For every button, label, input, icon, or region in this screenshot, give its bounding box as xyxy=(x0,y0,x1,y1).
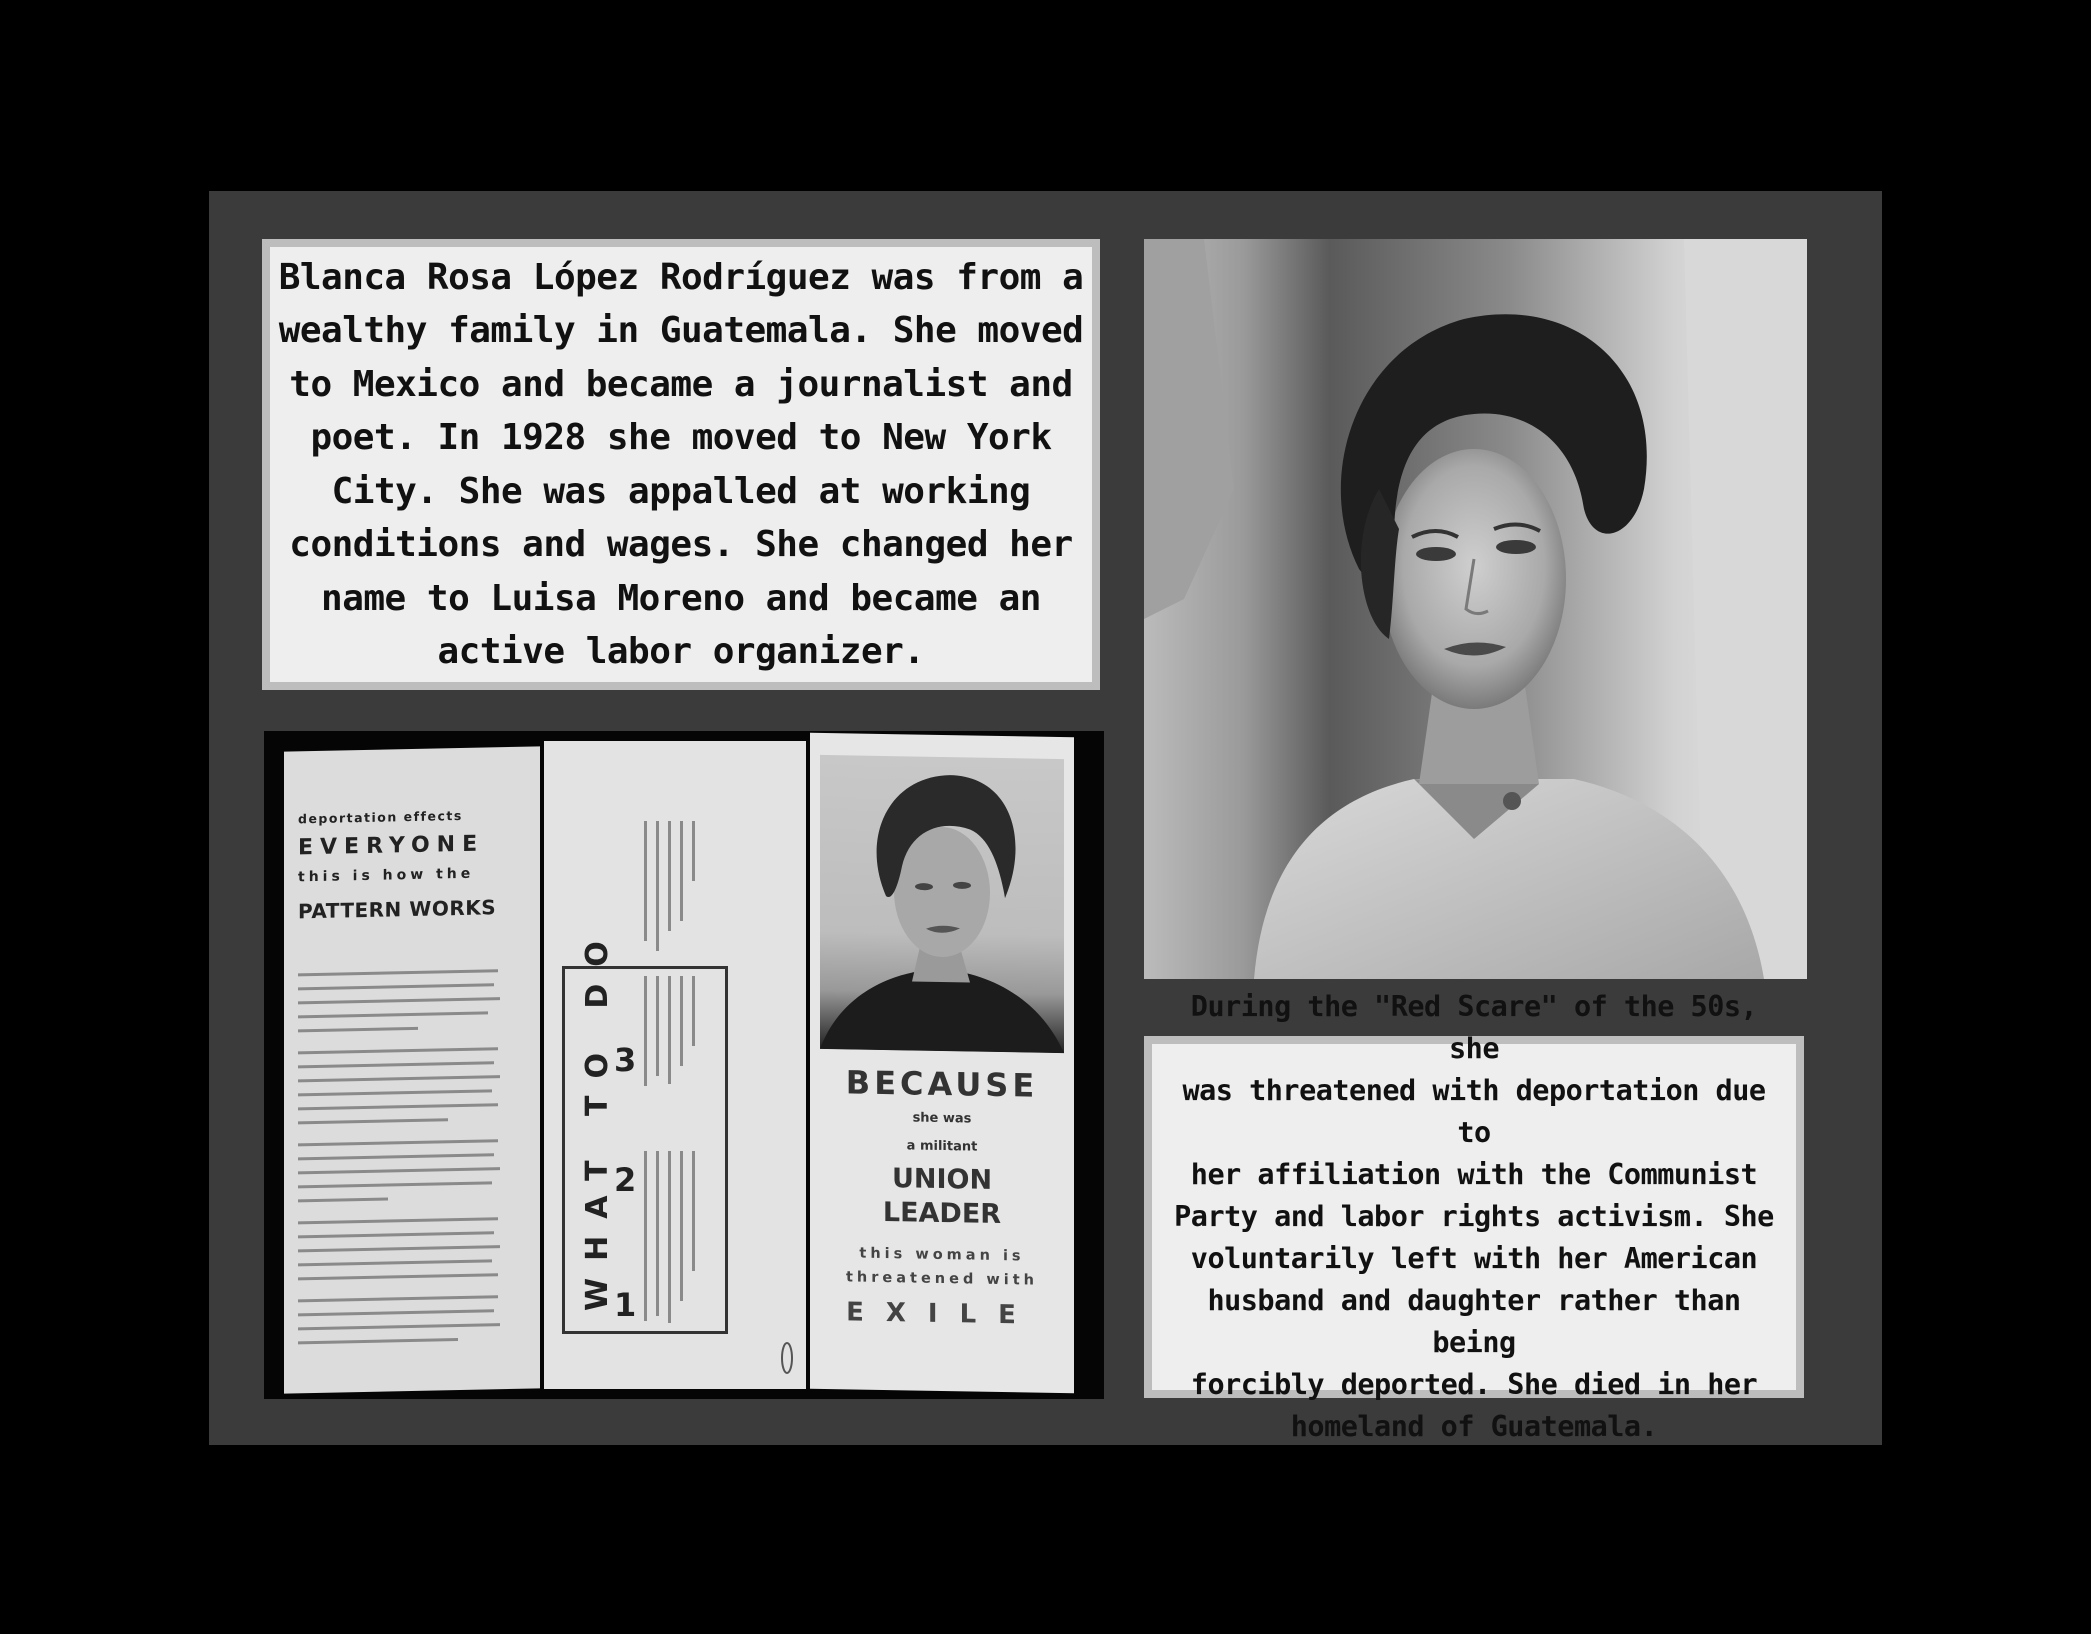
red-scare-text-panel xyxy=(1144,990,1804,1443)
pamphlet-body-line xyxy=(298,1103,498,1110)
pamphlet-body-line xyxy=(298,1167,500,1174)
pamphlet-step-text xyxy=(644,976,647,1086)
pamphlet-body-line xyxy=(298,1295,498,1302)
pamphlet-body-line xyxy=(298,1181,492,1188)
pamphlet-body-line xyxy=(298,1047,498,1054)
pamphlet-body-line xyxy=(298,1309,494,1316)
pamphlet-issued-by-text xyxy=(668,821,671,931)
pamphlet-because-text: BECAUSE xyxy=(845,1063,1039,1105)
pamphlet-step-text xyxy=(644,1151,647,1321)
pamphlet-body-line xyxy=(298,1198,388,1203)
pamphlet-body-line xyxy=(298,1323,500,1330)
pamphlet-body-line xyxy=(298,1118,448,1124)
pamphlet-right-panel xyxy=(810,733,1074,1394)
pamphlet-body-line xyxy=(298,1139,498,1146)
pamphlet-body-lines xyxy=(298,969,498,976)
pamphlet-issued-by-text xyxy=(656,821,659,951)
pamphlet-step-text xyxy=(656,1151,659,1316)
pamphlet-deportation-text: deportation effects xyxy=(298,807,463,827)
pamphlet-left-panel xyxy=(284,746,540,1393)
pamphlet-body-line xyxy=(298,1075,500,1082)
pamphlet-step-text xyxy=(668,976,671,1084)
pamphlet-body-line xyxy=(298,1153,494,1160)
pamphlet-issued-by-text xyxy=(680,821,683,921)
pamphlet-everyone-text: EVERYONE xyxy=(298,831,485,861)
pamphlet-body-line xyxy=(298,1273,498,1280)
display-board xyxy=(209,191,1882,1445)
pamphlet-exile-text: EXILE xyxy=(846,1297,1038,1331)
pamphlet-step-text xyxy=(692,976,695,1046)
pamphlet-pattern-text: PATTERN WORKS xyxy=(298,895,497,924)
pamphlet-step-text xyxy=(680,976,683,1066)
portrait-illustration xyxy=(1144,239,1807,979)
pamphlet-step-text xyxy=(680,1151,683,1301)
pamphlet-threatened-text: this woman is threatened with xyxy=(846,1245,1038,1289)
pamphlet-she-was-text: she was xyxy=(912,1110,972,1127)
pamphlet-militant-text: a militant xyxy=(906,1138,978,1155)
pamphlet-union-leader-text: UNION LEADER xyxy=(882,1163,1002,1231)
pamphlet-step-2: 2 xyxy=(614,1161,637,1199)
pamphlet-what-to-do-title: WHAT TO DO xyxy=(580,924,615,1311)
pamphlet-portrait-illustration xyxy=(820,755,1064,1053)
pamphlet-body-line xyxy=(298,1338,458,1344)
pamphlet-step-1: 1 xyxy=(614,1286,637,1324)
pamphlet-issued-by-text xyxy=(692,821,695,881)
biography-text-panel xyxy=(262,239,1100,690)
pamphlet-step-text xyxy=(656,976,659,1076)
pamphlet-body-line xyxy=(298,1011,488,1018)
biography-text: Blanca Rosa López Rodríguez was from a wealthy family in Guatemala. She moved to Mexico and became a journalist and poet. In 1928 she moved to New York City. She was appalled at working conditions and wages. She changed her name to Luisa Moreno and became an active labor organizer. xyxy=(278,256,1084,672)
red-scare-text: During the "Red Scare" of the 50s, she was threatened with deportation due to her affiliation with the Communist Party and labor rights activism. She voluntarily left with her American husband and daughter rather than being forcibly deported. She died in her homeland of Guatemala. xyxy=(1174,990,1774,1443)
pamphlet-how-text: this is how the xyxy=(298,865,475,886)
pamphlet-step-3: 3 xyxy=(614,1041,637,1079)
pamphlet-body-line xyxy=(298,997,500,1004)
pamphlet-body-line xyxy=(298,1245,500,1252)
pamphlet-middle-panel xyxy=(544,741,806,1389)
pamphlet-body-line xyxy=(298,983,494,990)
pamphlet-issued-by-text xyxy=(644,821,647,941)
portrait-photo xyxy=(1144,239,1807,979)
pamphlet-body-line xyxy=(298,1259,492,1266)
pamphlet-step-text xyxy=(692,1151,695,1271)
pamphlet-body-line xyxy=(298,1061,494,1068)
pamphlet-photo xyxy=(264,731,1104,1399)
pamphlet-body-line xyxy=(298,1231,494,1238)
pamphlet-body-line xyxy=(298,1027,418,1033)
pamphlet-body-line xyxy=(298,1217,498,1224)
pamphlet-body-line xyxy=(298,1089,492,1096)
pamphlet-portrait-photo xyxy=(820,755,1064,1053)
pamphlet-step-text xyxy=(668,1151,671,1323)
union-bug-icon xyxy=(780,1341,794,1375)
